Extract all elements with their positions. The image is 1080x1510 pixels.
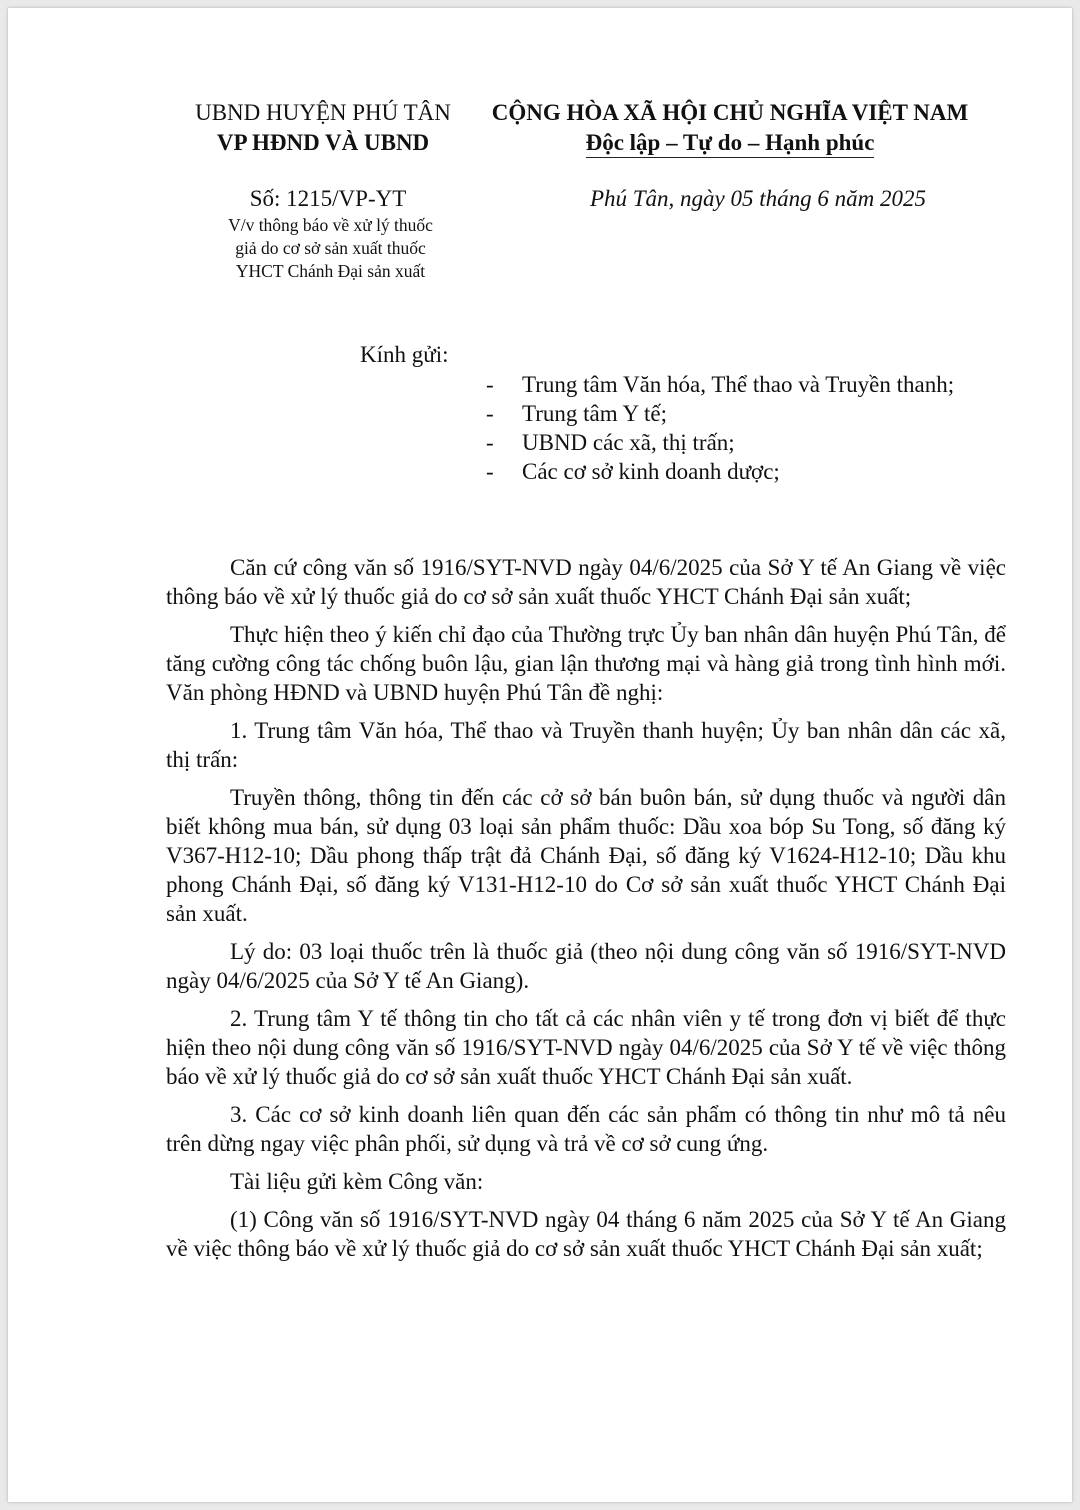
subject-line: YHCT Chánh Đại sản xuất [235,261,426,281]
document-page [8,8,1072,1502]
body-paragraph: Căn cứ công văn số 1916/SYT-NVD ngày 04/6/2025 của Sở Y tế An Giang về việc thông báo về xử lý thuốc giả do cơ sở sản xuất thuốc YHCT Chánh Đại sản xuất; [166,555,1006,609]
recipient-item: - Trung tâm Văn hóa, Thể thao và Truyền thanh; [486,372,955,397]
motto: Độc lập – Tự do – Hạnh phúc [586,129,875,158]
document-subject [203,214,458,283]
subject-line: V/v thông báo về xử lý thuốc [228,215,433,235]
recipient-item: - UBND các xã, thị trấn; [486,430,735,455]
body-paragraph: Thực hiện theo ý kiến chỉ đạo của Thường trực Ủy ban nhân dân huyện Phú Tân, để tăng cường công tác chống buôn lậu, gian lận thương mại và hàng giả trong tình hình mới. Văn phòng HĐND và UBND huyện Phú Tân đề nghị: [166,622,1006,705]
document-body [166,553,1006,1272]
body-paragraph: Lý do: 03 loại thuốc trên là thuốc giả (theo nội dung công văn số 1916/SYT-NVD ngày 04/6/2025 của Sở Y tế An Giang). [166,939,1006,993]
body-paragraph: 1. Trung tâm Văn hóa, Thể thao và Truyền thanh huyện; Ủy ban nhân dân các xã, thị trấn: [166,718,1006,772]
place-date: Phú Tân, ngày 05 tháng 6 năm 2025 [589,186,927,211]
country-name: CỘNG HÒA XÃ HỘI CHỦ NGHĨA VIỆT NAM [491,100,969,125]
list-dash: - [486,459,494,484]
list-dash: - [486,372,494,397]
salutation: Kính gửi: [360,342,449,367]
issuing-agency [178,98,468,158]
agency-name: UBND HUYỆN PHÚ TÂN [195,100,451,125]
national-motto [470,98,990,158]
subject-line: giả do cơ sở sản xuất thuốc [235,238,426,258]
body-paragraph: Truyền thông, thông tin đến các cở sở bán buôn bán, sử dụng thuốc và người dân biết không mua bán, sử dụng 03 loại sản phẩm thuốc: Dầu xoa bóp Su Tong, số đăng ký V367-H12-10; Dầu phong thấp trật đả Chánh Đại, số đăng ký V1624-H12-10; Dầu khu phong Chánh Đại, số đăng ký V131-H12-10 do Cơ sở sản xuất thuốc YHCT Chánh Đại sản xuất. [166,785,1006,926]
recipient-item: - Trung tâm Y tế; [486,401,668,426]
office-name: VP HĐND VÀ UBND [216,130,430,155]
body-paragraph: 2. Trung tâm Y tế thông tin cho tất cả các nhân viên y tế trong đơn vị biết để thực hiện theo nội dung công văn số 1916/SYT-NVD ngày 04/6/2025 của Sở Y tế về việc thông báo về xử lý thuốc giả do cơ sở sản xuất thuốc YHCT Chánh Đại sản xuất. [166,1006,1006,1089]
list-dash: - [486,430,494,455]
recipient-list [486,370,1046,486]
body-paragraph: (1) Công văn số 1916/SYT-NVD ngày 04 tháng 6 năm 2025 của Sở Y tế An Giang về việc thông báo về xử lý thuốc giả do cơ sở sản xuất thuốc YHCT Chánh Đại sản xuất; [166,1207,1006,1261]
list-dash: - [486,401,494,426]
body-paragraph: 3. Các cơ sở kinh doanh liên quan đến các sản phẩm có thông tin như mô tả nêu trên dừng ngay việc phân phối, sử dụng và trả về cơ sở cung ứng. [166,1102,1006,1156]
recipient-item: - Các cơ sở kinh doanh dược; [486,459,780,484]
document-number: Số: 1215/VP-YT [249,186,407,211]
body-paragraph: Tài liệu gửi kèm Công văn: [230,1169,484,1194]
